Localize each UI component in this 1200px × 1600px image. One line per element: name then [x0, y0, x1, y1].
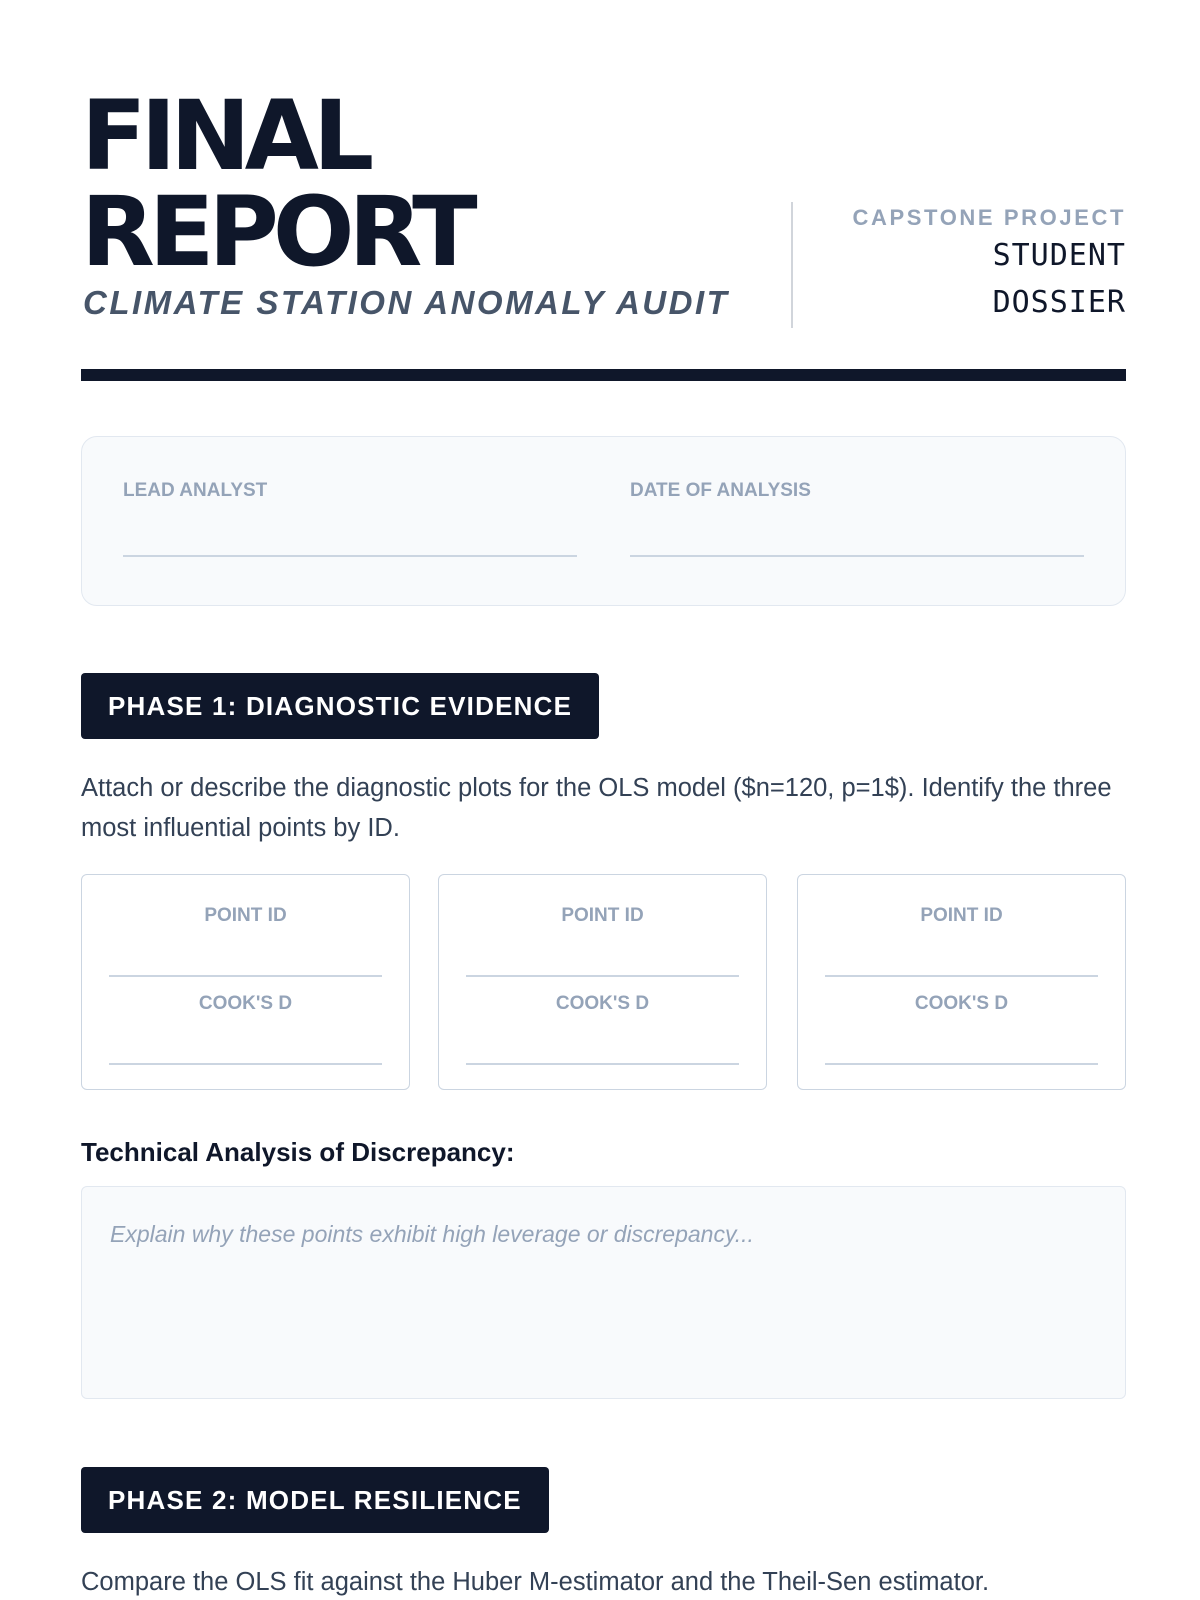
cooks-d-label: COOK'S D: [198, 993, 293, 1014]
cooks-d-label: COOK'S D: [555, 993, 650, 1014]
report-header: [81, 80, 1126, 328]
date-of-analysis-input-line[interactable]: [630, 555, 1084, 557]
point-card: [797, 874, 1126, 1090]
point-id-label: POINT ID: [920, 905, 1003, 926]
lead-analyst-field[interactable]: [123, 479, 577, 557]
cooks-d-input[interactable]: [825, 1063, 1098, 1065]
title-line-report: REPORT: [81, 176, 472, 288]
date-of-analysis-field[interactable]: [630, 479, 1084, 557]
analysis-label: Technical Analysis of Discrepancy:: [81, 1137, 515, 1167]
lead-analyst-label: LEAD ANALYST: [123, 480, 268, 501]
point-id-label: POINT ID: [561, 905, 644, 926]
header-divider: [791, 202, 793, 328]
point-id-input[interactable]: [825, 975, 1098, 977]
cooks-d-input[interactable]: [466, 1063, 739, 1065]
header-rule: [81, 369, 1126, 381]
meta-label: CAPSTONE PROJECT: [852, 205, 1126, 230]
lead-analyst-input-line[interactable]: [123, 555, 577, 557]
point-card: [81, 874, 410, 1090]
phase1-header: PHASE 1: DIAGNOSTIC EVIDENCE: [81, 673, 599, 739]
point-card: [438, 874, 767, 1090]
date-of-analysis-label: DATE OF ANALYSIS: [630, 480, 811, 501]
phase2-header: PHASE 2: MODEL RESILIENCE: [81, 1467, 549, 1533]
point-id-input[interactable]: [466, 975, 739, 977]
info-card: [81, 436, 1126, 606]
analysis-textarea[interactable]: [81, 1186, 1126, 1399]
cooks-d-label: COOK'S D: [914, 993, 1009, 1014]
title-block: [81, 80, 472, 288]
title-line-final: FINAL: [81, 80, 369, 192]
influential-points-row: [81, 874, 1126, 1090]
phase1-instructions: Attach or describe the diagnostic plots for the OLS model ($n=120, p=1$). Identify the three most influential points by ID.: [81, 774, 1112, 842]
meta-block: [853, 204, 1126, 326]
phase2-instructions: Compare the OLS fit against the Huber M-estimator and the Theil-Sen estimator.: [81, 1568, 990, 1596]
point-id-input[interactable]: [109, 975, 382, 977]
meta-value-student: STUDENT: [992, 238, 1126, 273]
report-subtitle: CLIMATE STATION ANOMALY AUDIT: [83, 284, 730, 321]
cooks-d-input[interactable]: [109, 1063, 382, 1065]
meta-value-dossier: DOSSIER: [992, 285, 1126, 320]
point-id-label: POINT ID: [204, 905, 287, 926]
